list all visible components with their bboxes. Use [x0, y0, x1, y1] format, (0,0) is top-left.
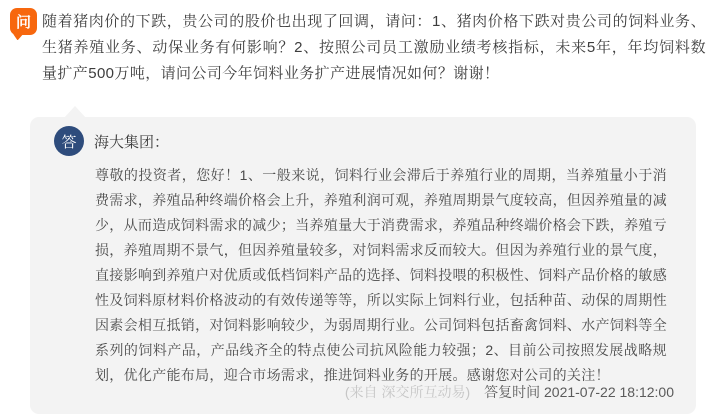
answer-source: (来自 深交所互动易)	[344, 384, 471, 400]
answer-header	[54, 126, 169, 156]
answer-body: 尊敬的投资者，您好！1、一般来说，饲料行业会滞后于养殖行业的周期，当养殖量小于消费需求，养殖品种终端价格会上升，养殖利润可观，养殖周期景气度较高，但因养殖量的减少，从而造成饲料需求的减少；当养殖量大于消费需求，养殖品种终端价格会下跌，养殖亏损，养殖周期不景气，但因养殖量较多，对饲料需求反而较大。但因为养殖行业的景气度，直接影响到养殖户对优质或低档饲料产品的选择、饲料投喂的积极性、饲料产品价格的敏感性及饲料原材料价格波动的有效传递等等，所以实际上饲料行业，包括种苗、动保的周期性因素会相互抵销，对饲料影响较少，为弱周期行业。公司饲料包括畜禽饲料、水产饲料等全系列的饲料产品，产品线齐全的特点使公司抗风险能力较强；2、目前公司按照发展战略规划，优化产能布局，迎合市场需求，推进饲料业务的开展。感谢您对公司的关注！	[95, 167, 667, 383]
answer-badge-icon: 答	[54, 126, 84, 156]
answer-footer	[345, 382, 674, 402]
question-badge-icon: 问	[10, 8, 37, 35]
reply-time: 答复时间 2021-07-22 18:12:00	[484, 384, 674, 400]
company-name: 海大集团：	[94, 133, 170, 151]
answer-section	[30, 117, 696, 414]
question-text: 随着猪肉价的下跌，贵公司的股价也出现了回调，请问：1、猪肉价格下跌对贵公司的饲料业务、生猪养殖业务、动保业务有何影响？2、按照公司员工激励业绩考核指标，未来5年，年均饲料数量扩产500万吨，请问公司今年饲料业务扩产进展情况如何？谢谢！	[42, 13, 706, 82]
